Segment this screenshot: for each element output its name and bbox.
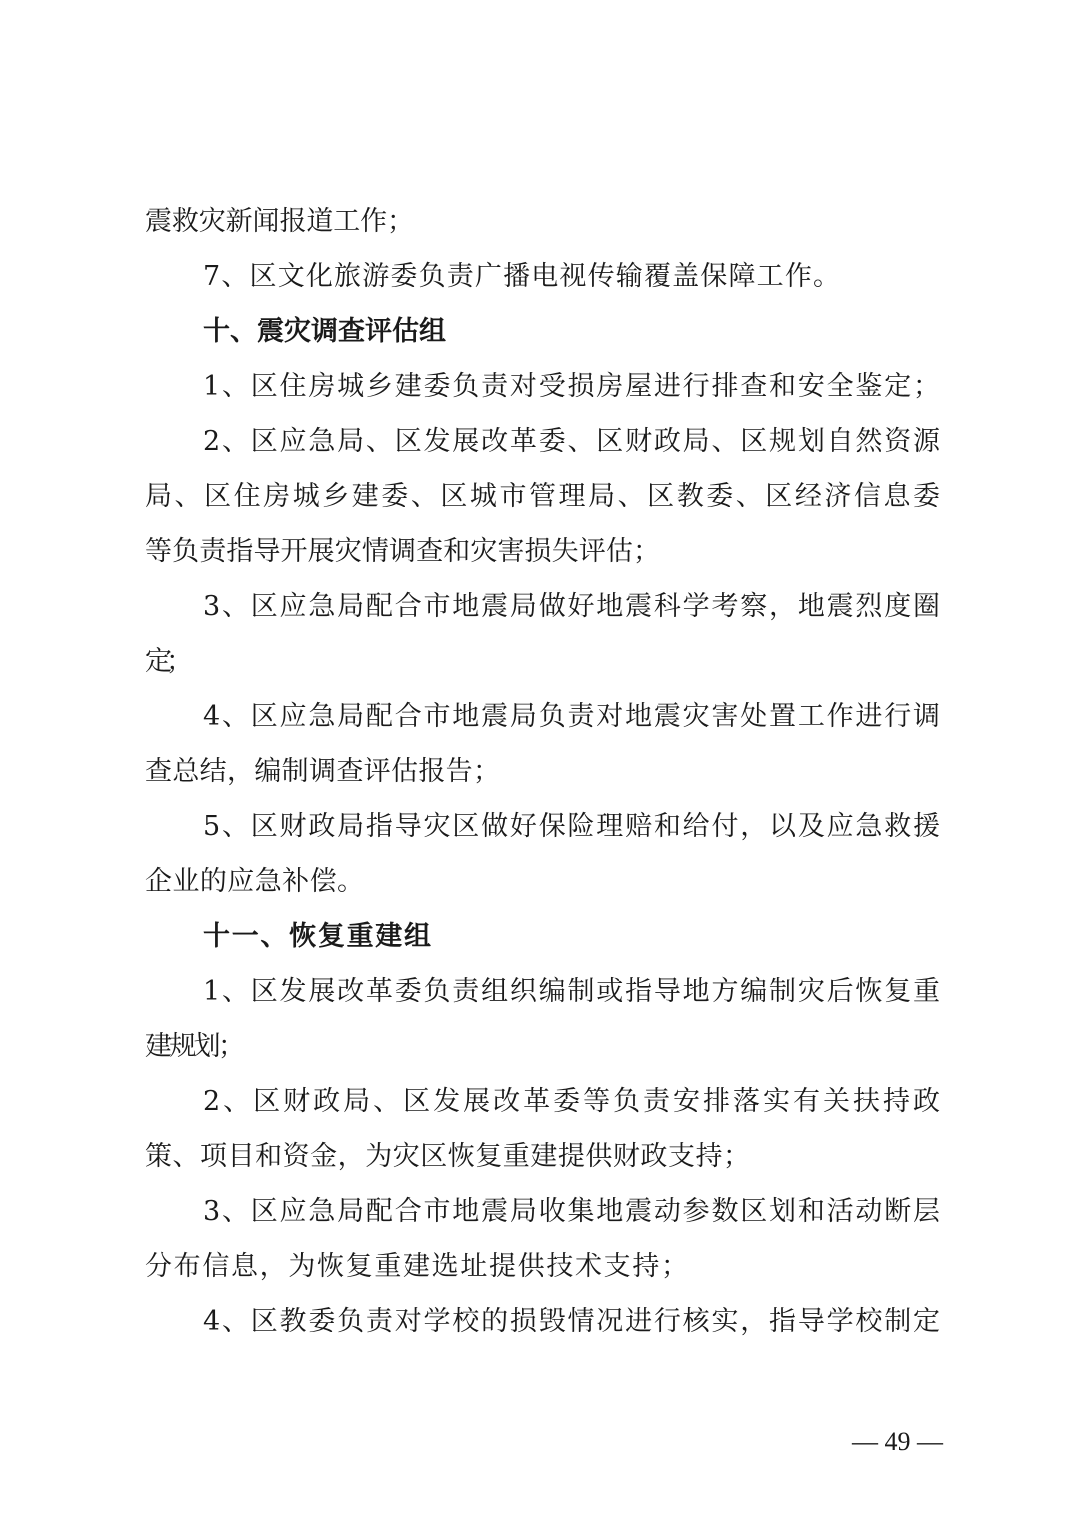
- list-item: [0, 807, 1075, 847]
- line-text: 4、区教委负责对学校的损毁情况进行核实，指导学校制定: [203, 1306, 942, 1337]
- line-text: 定；: [145, 646, 187, 677]
- list-item: [0, 587, 1075, 627]
- list-item: [0, 697, 1075, 737]
- heading-text: 十、震灾调查评估组: [203, 316, 446, 347]
- body-line: [0, 202, 1075, 242]
- list-item: [0, 1302, 1075, 1342]
- list-item: [0, 257, 1075, 297]
- section-heading: [0, 917, 1075, 957]
- list-item: [0, 422, 1075, 462]
- line-text: 震救灾新闻报道工作；: [145, 206, 414, 237]
- body-line: [0, 642, 1075, 682]
- line-text: 7、区文化旅游委负责广播电视传输覆盖保障工作。: [203, 261, 842, 292]
- list-item: [0, 367, 1075, 407]
- line-text: 局、区住房城乡建委、区城市管理局、区教委、区经济信息委: [145, 481, 943, 512]
- page-number: — 49 —: [852, 1427, 943, 1456]
- line-text: 1、区发展改革委负责组织编制或指导地方编制灾后恢复重: [203, 976, 942, 1007]
- body-line: [0, 532, 1075, 572]
- body-line: [0, 1247, 1075, 1287]
- line-text: 1、区住房城乡建委负责对受损房屋进行排查和安全鉴定；: [203, 371, 942, 402]
- list-item: [0, 1082, 1075, 1122]
- section-heading: [0, 312, 1075, 352]
- line-text: 企业的应急补偿。: [145, 866, 365, 897]
- body-line: [0, 1137, 1075, 1177]
- line-text: 查总结，编制调查评估报告；: [145, 756, 501, 787]
- line-text: 5、区财政局指导灾区做好保险理赔和给付，以及应急救援: [203, 811, 942, 842]
- list-item: [0, 972, 1075, 1012]
- line-text: 2、区财政局、区发展改革委等负责安排落实有关扶持政: [203, 1086, 943, 1117]
- line-text: 等负责指导开展灾情调查和灾害损失评估；: [145, 536, 661, 567]
- line-text: 3、区应急局配合市地震局收集地震动参数区划和活动断层: [203, 1196, 942, 1227]
- body-line: [0, 862, 1075, 902]
- line-text: 4、区应急局配合市地震局负责对地震灾害处置工作进行调: [203, 701, 942, 732]
- line-text: 2、区应急局、区发展改革委、区财政局、区规划自然资源: [203, 426, 942, 457]
- line-text: 策、项目和资金，为灾区恢复重建提供财政支持；: [145, 1141, 751, 1172]
- heading-text: 十一、恢复重建组: [203, 921, 433, 952]
- body-line: [0, 752, 1075, 792]
- line-text: 分布信息，为恢复重建选址提供技术支持；: [145, 1251, 690, 1282]
- line-text: 建规划；: [145, 1031, 243, 1062]
- body-line: [0, 477, 1075, 517]
- list-item: [0, 1192, 1075, 1232]
- body-line: [0, 1027, 1075, 1067]
- line-text: 3、区应急局配合市地震局做好地震科学考察，地震烈度圈: [203, 591, 942, 622]
